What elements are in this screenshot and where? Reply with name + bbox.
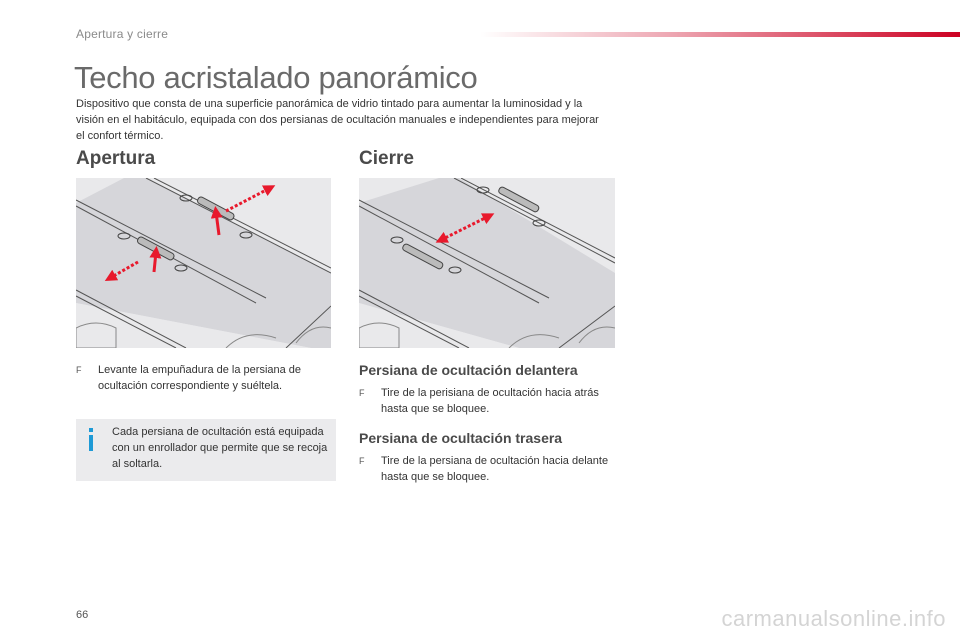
info-note-text: Cada persiana de ocultación está equipada con un enrollador que permite que se recoja al soltarla. <box>112 426 328 470</box>
apertura-step-text: Levante la empuñadura de la persiana de ocultación correspondiente y suéltela. <box>98 364 302 392</box>
step-marker: F <box>359 388 365 398</box>
step-marker: F <box>359 456 365 466</box>
apertura-illustration <box>76 178 331 348</box>
apertura-step <box>76 362 336 394</box>
apertura-roof-drawing <box>76 178 331 348</box>
rear-blind-step-text: Tire de la persiana de ocultación hacia delante hasta que se bloquee. <box>381 455 609 483</box>
info-note <box>76 419 336 481</box>
watermark: carmanualsonline.info <box>721 606 946 631</box>
info-icon <box>86 427 96 453</box>
section-header: Apertura y cierre <box>76 27 169 41</box>
front-blind-step-text: Tire de la perisiana de ocultación hacia atrás hasta que se bloquee. <box>381 387 599 415</box>
header-accent-bar <box>480 32 960 37</box>
red-arrow-icon <box>226 188 270 211</box>
cierre-illustration <box>359 178 615 348</box>
rear-blind-step <box>359 453 609 485</box>
front-blind-heading: Persiana de ocultación delantera <box>359 362 578 378</box>
intro-paragraph: Dispositivo que consta de una superficie panorámica de vidrio tintado para aumentar la luminosidad y la visión en el habitáculo, equipada con dos persianas de ocultación manuales e independientes para mejorar el confort térmico. <box>76 98 599 142</box>
red-arrow-icon <box>154 252 156 272</box>
page-title: Techo acristalado panorámico <box>74 60 478 95</box>
step-marker: F <box>76 365 82 375</box>
apertura-heading: Apertura <box>76 148 156 169</box>
cierre-roof-drawing <box>359 178 615 348</box>
front-blind-step <box>359 385 609 417</box>
page-number: 66 <box>76 609 89 621</box>
rear-blind-heading: Persiana de ocultación trasera <box>359 430 563 446</box>
cierre-heading: Cierre <box>359 148 414 169</box>
